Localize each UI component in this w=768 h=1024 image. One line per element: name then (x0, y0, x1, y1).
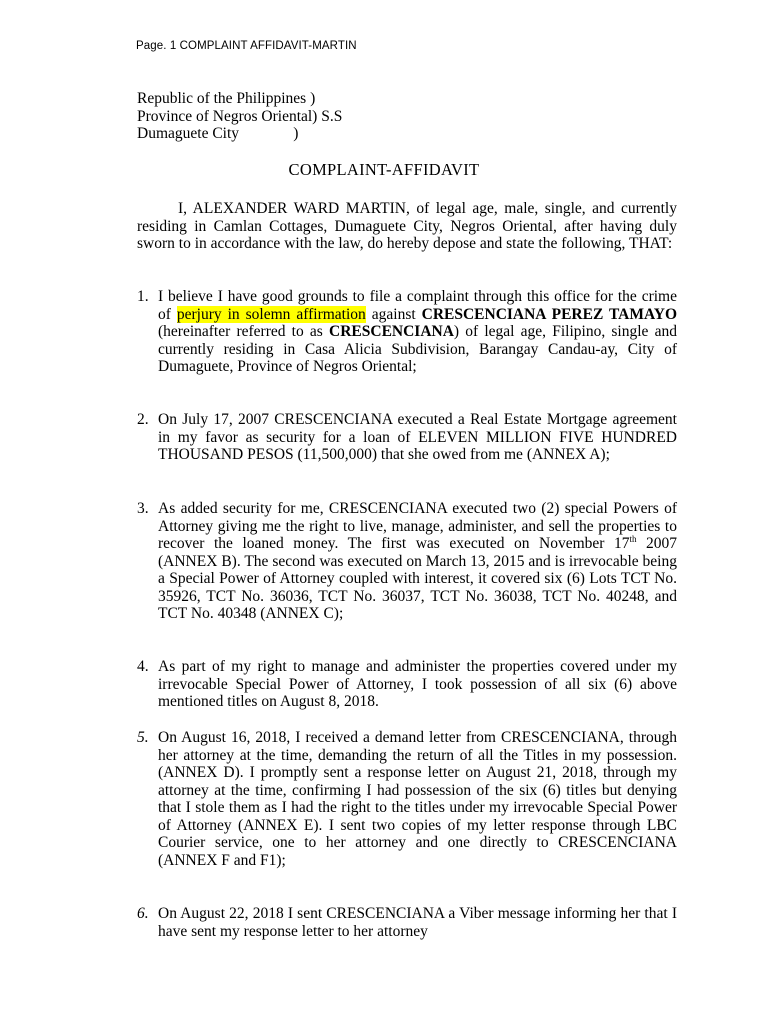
highlighted-text: perjury in solemn affirmation (176, 305, 366, 323)
paragraph-number: 1. (137, 288, 149, 305)
paragraph-text: (hereinafter referred to as (158, 323, 330, 340)
paragraph-body (158, 288, 677, 376)
paragraph-text: ) of legal age, Filipino, single and currently residing in Casa Alicia Subdivision, Barangay Candau-ay, City of Dumaguete, Province of Negros Oriental; (158, 323, 677, 375)
paragraph-number: 6. (137, 905, 149, 922)
numbered-paragraph-4 (137, 658, 677, 711)
numbered-paragraph-5 (137, 729, 677, 869)
numbered-paragraph-2 (137, 411, 677, 464)
venue-caption (137, 90, 342, 143)
ordinal-suffix: th (629, 533, 637, 544)
caption-city: Dumaguete City ) (137, 125, 299, 142)
paragraph-text: As added security for me, CRESCENCIANA executed two (2) special Powers of Attorney giving me the right to live, manage, administer, and sell the properties to recover the loaned money. The first was executed on November 17 (158, 500, 677, 552)
document-title: COMPLAINT-AFFIDAVIT (288, 160, 480, 179)
paragraph-body: On August 22, 2018 I sent CRESCENCIANA a Viber message informing her that I have sent my response letter to her attorney (158, 905, 677, 940)
page-header: Page. 1 COMPLAINT AFFIDAVIT-MARTIN (136, 40, 357, 52)
caption-province: Province of Negros Oriental) S.S (137, 107, 343, 125)
numbered-paragraph-1 (137, 288, 677, 376)
respondent-name: CRESCENCIANA PEREZ TAMAYO (421, 305, 677, 323)
paragraph-body: As part of my right to manage and administer the properties covered under my irrevocable Special Power of Attorney, I took possession of all six (6) above mentioned titles on August 8, 2018. (158, 658, 677, 710)
paragraph-text: I believe I have good grounds to file a complaint through this office for the crime of (158, 288, 677, 323)
respondent-short-name: CRESCENCIANA (329, 323, 454, 340)
paragraph-body (158, 500, 677, 623)
numbered-paragraph-6 (137, 905, 677, 940)
paragraph-text: 2007 (ANNEX B). The second was executed on March 13, 2015 and is irrevocable being a Special Power of Attorney coupled with interest, it covered six (6) Lots TCT No. 35926, TCT No. 36036, TCT No. 36037, TCT No. 36038, TCT No. 40248, and TCT No. 40348 (ANNEX C); (158, 535, 678, 622)
numbered-paragraph-3 (137, 500, 677, 623)
paragraph-number: 4. (137, 658, 149, 675)
paragraph-text: against (365, 305, 422, 323)
paragraph-number: 2. (137, 411, 149, 428)
paragraph-number: 5. (137, 729, 149, 746)
intro-paragraph: I, ALEXANDER WARD MARTIN, of legal age, male, single, and currently residing in Camlan Cottages, Dumaguete City, Negros Oriental, after having duly sworn to in accordance with the law, do hereby depose and state the following, THAT: (137, 200, 677, 252)
caption-republic: Republic of the Philippines ) (137, 90, 316, 107)
paragraph-number: 3. (137, 500, 149, 517)
paragraph-body: On August 16, 2018, I received a demand letter from CRESCENCIANA, through her attorney at the time, demanding the return of all the Titles in my possession. (ANNEX D). I promptly sent a response letter on August 21, 2018, through my attorney at the time, confirming I had possession of the six (6) titles but denying that I stole them as I had the right to the titles under my irrevocable Special Power of Attorney (ANNEX E). I sent two copies of my letter response through LBC Courier service, one to her attorney and one directly to CRESCENCIANA (ANNEX F and F1); (158, 729, 677, 869)
paragraph-body: On July 17, 2007 CRESCENCIANA executed a Real Estate Mortgage agreement in my favor as security for a loan of ELEVEN MILLION FIVE HUNDRED THOUSAND PESOS (11,500,000) that she owed from me (ANNEX A); (158, 411, 677, 463)
